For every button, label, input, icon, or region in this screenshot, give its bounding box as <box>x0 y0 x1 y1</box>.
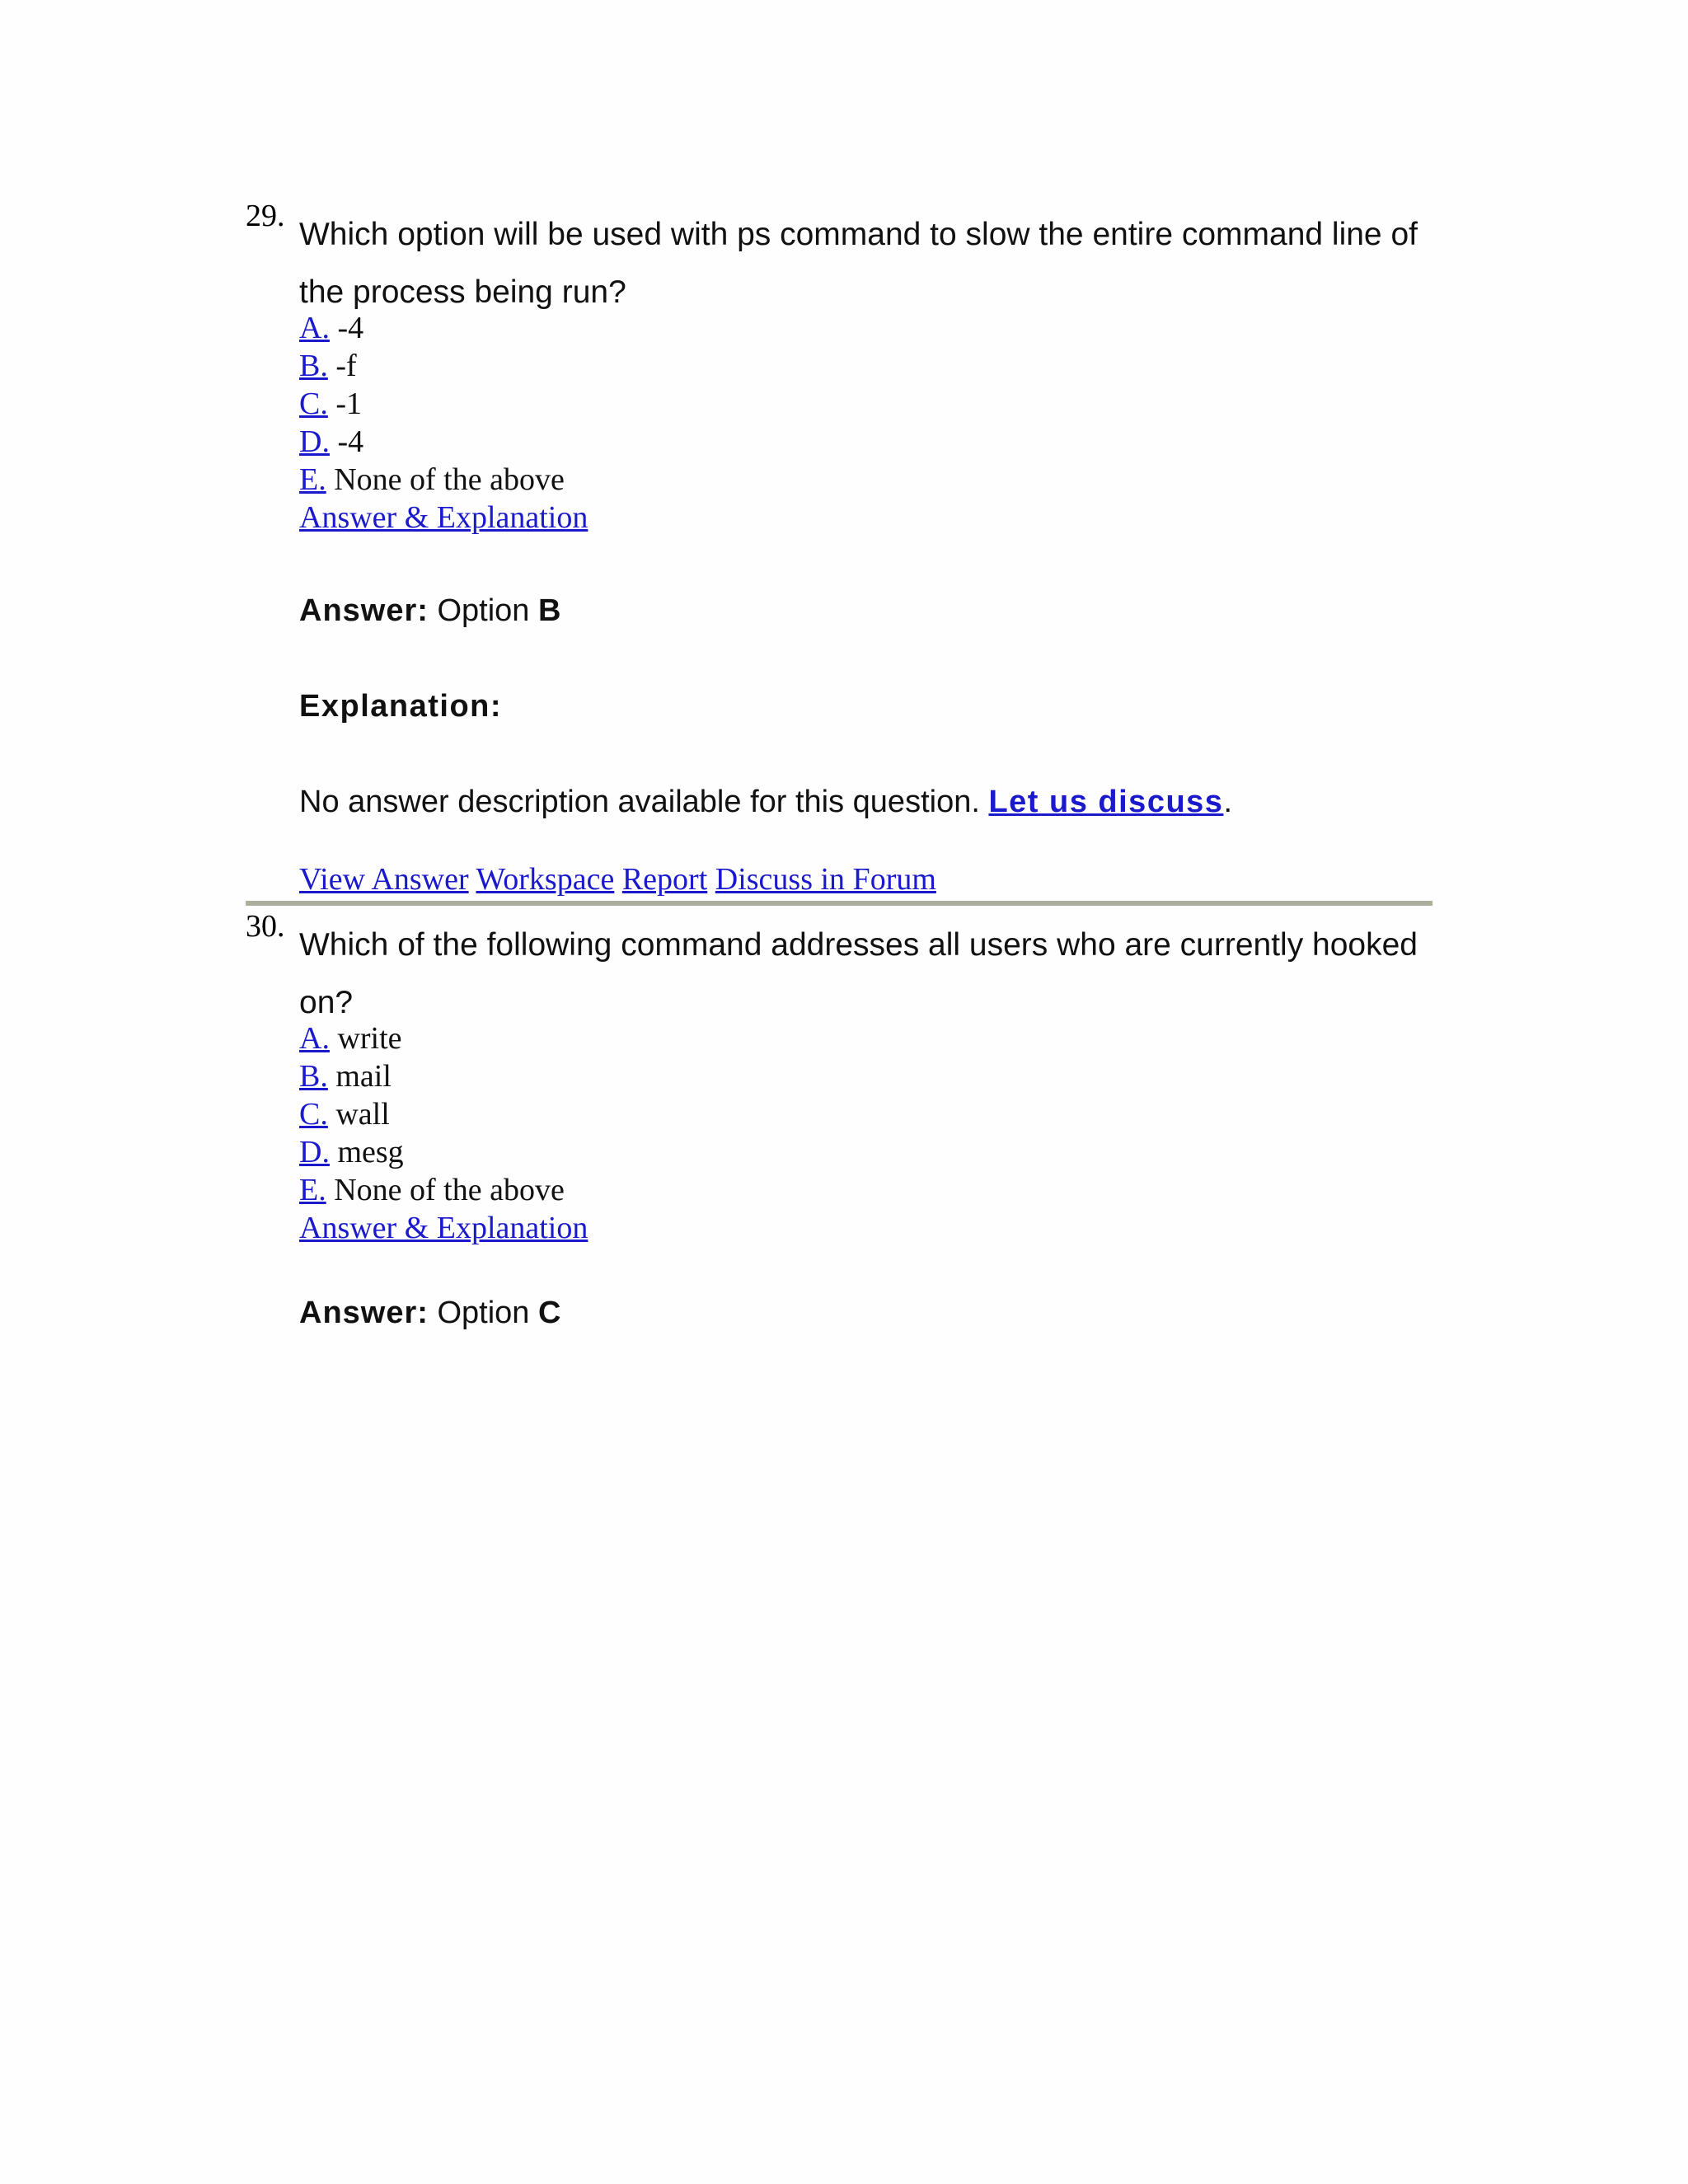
answer-explanation-link[interactable]: Answer & Explanation <box>299 500 588 535</box>
option-e <box>299 1171 1288 1209</box>
option-e-text: None of the above <box>334 462 565 497</box>
option-a-link[interactable]: A. <box>299 1021 330 1056</box>
option-b-text: mail <box>335 1059 392 1094</box>
explanation-end: . <box>1223 785 1232 819</box>
discuss-in-forum-link[interactable]: Discuss in Forum <box>715 862 936 897</box>
options-list <box>299 309 1288 537</box>
answer-explanation-row <box>299 499 1288 537</box>
question-text: Which option will be used with ps command to slow the entire command line of the process being run? <box>299 217 1418 310</box>
option-c-text: -1 <box>335 387 363 421</box>
question-number: 29. <box>246 199 285 233</box>
option-b-link[interactable]: B. <box>299 349 328 383</box>
answer-prefix: Option <box>437 593 530 628</box>
option-a-text: write <box>337 1021 402 1056</box>
answer-label: Answer: <box>299 1296 429 1330</box>
option-e-link[interactable]: E. <box>299 462 326 497</box>
report-link[interactable]: Report <box>621 862 708 897</box>
explanation-text-line <box>299 785 1232 820</box>
view-answer-link[interactable]: View Answer <box>299 862 469 897</box>
option-b <box>299 1057 1288 1095</box>
option-c-link[interactable]: C. <box>299 387 328 421</box>
option-c-link[interactable]: C. <box>299 1097 328 1132</box>
answer-line <box>299 593 560 629</box>
footer-links <box>299 861 936 898</box>
option-a-link[interactable]: A. <box>299 311 330 345</box>
option-d <box>299 423 1288 461</box>
answer-label: Answer: <box>299 593 429 628</box>
option-c <box>299 385 1288 423</box>
option-a <box>299 309 1288 347</box>
option-d <box>299 1133 1288 1171</box>
option-e-link[interactable]: E. <box>299 1173 326 1207</box>
option-d-link[interactable]: D. <box>299 1135 330 1169</box>
option-c-text: wall <box>335 1097 390 1132</box>
option-e <box>299 461 1288 499</box>
option-e-text: None of the above <box>334 1173 565 1207</box>
question-number: 30. <box>246 909 285 944</box>
answer-explanation-row <box>299 1209 1288 1247</box>
option-d-text: mesg <box>337 1135 404 1169</box>
option-a <box>299 1019 1288 1057</box>
question-text: Which of the following command addresses all users who are currently hooked on? <box>299 927 1418 1020</box>
workspace-link[interactable]: Workspace <box>476 862 615 897</box>
answer-line <box>299 1296 560 1331</box>
option-d-text: -4 <box>337 424 364 459</box>
option-b-link[interactable]: B. <box>299 1059 328 1094</box>
option-d-link[interactable]: D. <box>299 424 330 459</box>
let-us-discuss-link[interactable]: Let us discuss <box>988 785 1224 819</box>
options-list <box>299 1019 1288 1247</box>
answer-value: C <box>538 1296 561 1330</box>
answer-value: B <box>538 593 561 628</box>
explanation-title: Explanation: <box>299 689 503 724</box>
option-c <box>299 1095 1288 1133</box>
explanation-text: No answer description available for this question. <box>299 785 980 819</box>
option-a-text: -4 <box>337 311 364 345</box>
question-divider <box>246 901 1432 906</box>
option-b <box>299 347 1288 385</box>
answer-prefix: Option <box>437 1296 530 1330</box>
answer-explanation-link[interactable]: Answer & Explanation <box>299 1211 588 1245</box>
option-b-text: -f <box>335 349 357 383</box>
